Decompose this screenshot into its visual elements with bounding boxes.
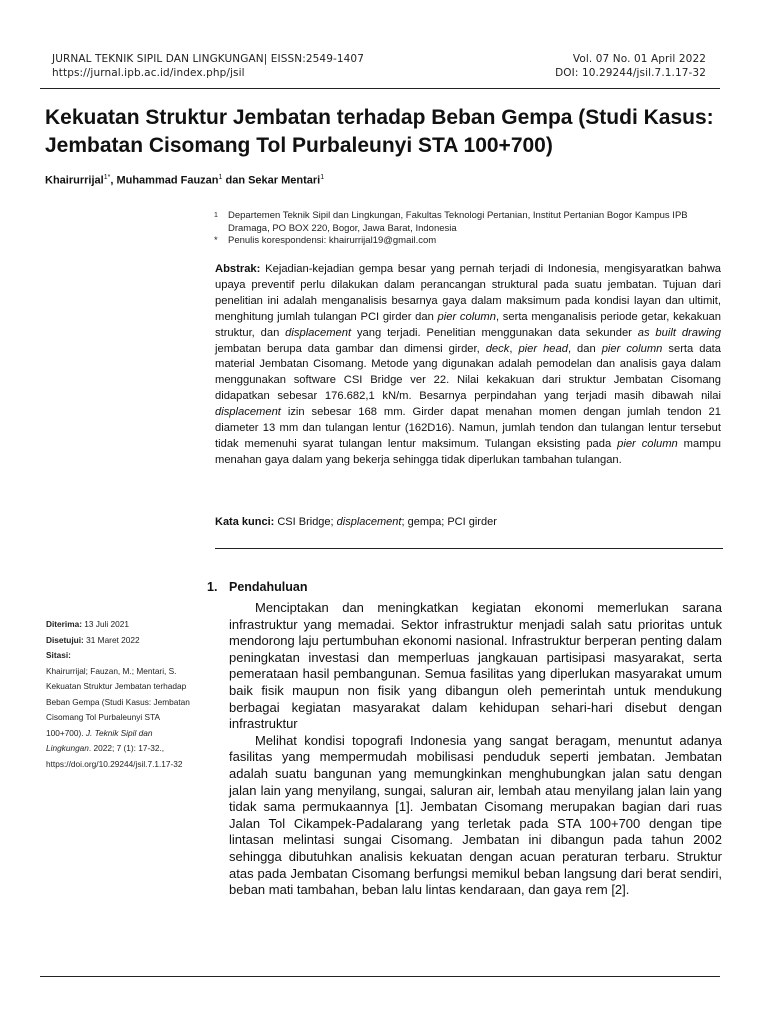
abstract-italic: as built drawing (637, 326, 721, 339)
journal-header-left (52, 52, 364, 80)
journal-url[interactable]: https://jurnal.ipb.ac.id/index.php/jsil (52, 67, 245, 79)
citation-label-text: Sitasi: (46, 650, 71, 660)
abstract-italic: displacement (285, 326, 352, 339)
affiliation-1 (214, 210, 726, 235)
footer-divider (40, 976, 720, 977)
section-heading (207, 580, 307, 594)
abstract-text: serta data material Jembatan Cisomang. Metode yang digunakan adalah pemodelan dan analisis gaya dalam menggunakan software CSI Bridge ver 22. Nilai kekakuan dari struktur Jembatan Cisomang didapatkan sebesar 176.682,1 kN/m. Besarnya perpindahan yang terjadi masih dibawah nilai (215, 342, 722, 403)
author-2-affil-mark: 1 (218, 174, 223, 181)
paper-title: Kekuatan Struktur Jembatan terhadap Beban Gempa (Studi Kasus: Jembatan Cisomang Tol Purbaleunyi STA 100+700) (45, 106, 714, 157)
corresponding-author (214, 235, 726, 248)
abstract-text: , serta menganalisis periode getar, kekakuan struktur, dan (215, 310, 721, 339)
abstract-italic: displacement (215, 406, 281, 419)
author-3: Sekar Mentari (248, 174, 321, 187)
received-value: 13 Juli 2021 (81, 619, 130, 629)
section-number: 1. (207, 580, 218, 594)
affiliation-marker: 1 (214, 212, 218, 219)
abstract-text: Kejadian-kejadian gempa besar yang pernah terjadi di Indonesia, mengisyaratkan bahwa upaya preventif perlu dilakukan dalam perancangan struktural pada suatu jembatan. Tujuan dari penelitian ini adalah menganalisis besarnya gaya dalam maksimum pada kondisi layan dan ultimit, menghitung jumlah tulangan PCI girder dan (215, 263, 721, 323)
affiliations (214, 210, 726, 248)
citation-tail: . 2022; 7 (1): 17-32., https://doi.org/10.29244/jsil.7.1.17-32 (46, 743, 183, 769)
author-separator: dan (222, 174, 249, 187)
approved-value: 31 Maret 2022 (83, 634, 140, 645)
keywords (215, 516, 721, 528)
author-separator: , (110, 174, 117, 187)
abstract-italic: deck (485, 342, 510, 355)
journal-name: JURNAL TEKNIK SIPIL DAN LINGKUNGAN| EISSN:2549-1407 (52, 53, 364, 65)
journal-doi[interactable]: DOI: 10.29244/jsil.7.1.17-32 (555, 67, 706, 79)
journal-header-right (555, 52, 706, 80)
abstract (215, 262, 721, 469)
abstract-text: mampu menahan gaya dalam yang bekerja sehingga tidak diperlukan tambahan tulangan. (215, 437, 721, 466)
section-title: Pendahuluan (229, 580, 308, 594)
abstract-divider (215, 548, 723, 549)
body-paragraph-2: Melihat kondisi topografi Indonesia yang sangat beragam, menuntut adanya fasilitas yang mempermudah mobilisasi penduduk seperti jembatan. Jembatan adalah suatu bangunan yang memungkinkan menghubungkan jalan satu dengan jalan lain yang menyilang, sungai, saluran air, lembah atau menyilang jalan lain yang tidak sama permukaannya [1]. Jembatan Cisomang merupakan bagian dari ruas Jalan Tol Cikampek-Padalarang yang terletak pada STA 100+700 dengan tipe lintasan melintasi sungai Cisomang. Jembatan ini dibangun pada tahun 2002 sehingga dibutuhkan analisis kekuatan dengan acuan peraturan terbaru. Struktur atas pada Jembatan Cisomang berfungsi memikul beban langsung dari berat sendiri, beban mati tambahan, beban lalu lintas kendaraan, dan gaya rem [2]. (229, 732, 722, 898)
keywords-italic: displacement (336, 516, 402, 528)
body-paragraph-1: Menciptakan dan meningkatkan kegiatan ekonomi memerlukan sarana infrastruktur yang memadai. Sektor infrastruktur menjadi salah satu prioritas untuk mendorong laju pertumbuhan ekonomi nasional. Infrastruktur berperan penting dalam peningkatan investasi dan memperluas jangkauan partisipasi masyarakat, serta pemerataan hasil pembangunan. Semua fasilitas yang diperlukan masyarakat umum baik fisik maupun non fisik yang dibangun oleh pemerintah untuk mendukung berbagai kegiatan masyarakat dalam kehidupan sehari-hari disebut dengan infrastruktur (229, 600, 722, 732)
abstract-italic: pier column (437, 310, 496, 323)
journal-volume: Vol. 07 No. 01 April 2022 (572, 53, 706, 65)
affiliation-text: Departemen Teknik Sipil dan Lingkungan, Fakultas Teknologi Pertanian, Institut Pertanian Bogor Kampus IPB Dramaga, PO BOX 220, Bogor, Jawa Barat, Indonesia (228, 210, 688, 234)
corresponding-marker: * (214, 235, 218, 246)
header-divider (40, 88, 720, 89)
citation-body: Khairurrijal; Fauzan, M.; Mentari, S. Kekuatan Struktur Jembatan terhadap Beban Gempa (Studi Kasus: Jembatan Cisomang Tol Purbaleunyi STA 100+700). (46, 665, 190, 738)
keywords-text: CSI Bridge; (274, 516, 337, 528)
approved-label: Disetujui: (46, 634, 84, 645)
author-2: Muhammad Fauzan (116, 174, 219, 187)
author-3-affil-mark: 1 (320, 174, 325, 181)
citation-label (46, 648, 196, 664)
citation-text (46, 664, 196, 773)
approved-date (46, 633, 196, 649)
keywords-text: ; gempa; PCI girder (401, 516, 497, 528)
abstract-text: , (509, 342, 519, 355)
abstract-italic: pier column (617, 437, 678, 450)
abstract-text: yang terjadi. Penelitian menggunakan data sekunder (351, 326, 638, 339)
keywords-label: Kata kunci: (215, 516, 275, 528)
abstract-text: , dan (567, 342, 602, 355)
author-1: Khairurrijal (45, 174, 104, 187)
citation-journal: J. Teknik Sipil dan Lingkungan (46, 727, 153, 753)
article-info-sidebar (46, 617, 196, 772)
received-label: Diterima: (46, 619, 82, 629)
section-body (229, 600, 722, 899)
abstract-label: Abstrak: (215, 263, 261, 275)
received-date (46, 617, 196, 633)
abstract-text: izin sebesar 168 mm. Girder dapat menahan momen dengan jumlah tendon 21 diameter 13 mm dan tulangan lentur (162D16). Namun, jumlah tendon dan tulangan lentur tersebut tidak memenuhi syarat tulangan lentur maksimum. Tulangan eksisting pada (215, 406, 721, 450)
abstract-italic: pier head (518, 342, 568, 355)
abstract-italic: pier column (601, 342, 663, 355)
abstract-text: jembatan berupa data gambar dan dimensi girder, (215, 342, 486, 355)
corresponding-email: Penulis korespondensi: khairurrijal19@gmail.com (228, 235, 437, 246)
author-1-affil-mark: 1* (103, 174, 111, 181)
author-list (45, 174, 324, 187)
